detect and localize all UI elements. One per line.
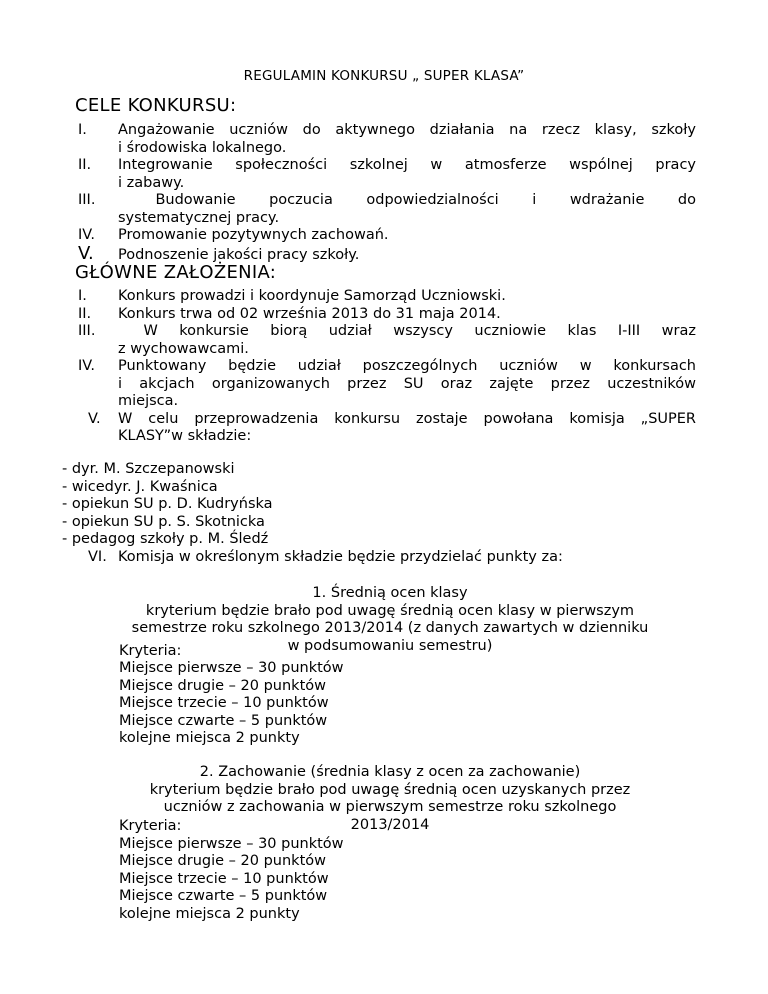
item-text: KLASY”w składzie: [118, 428, 252, 444]
list-item [78, 227, 696, 245]
criterion-title: 2. Zachowanie (średnia klasy z ocen za zachowanie) [199, 764, 581, 780]
item-number: II. [78, 157, 92, 173]
item-number: IV. [78, 227, 95, 243]
section-heading-zalozenia: GŁÓWNE ZAŁOŻENIA: [75, 262, 277, 283]
list-item [78, 306, 696, 324]
criterion-1-scoring: Kryteria: Miejsce pierwsze – 30 punktów Miejsce drugie – 20 punktów Miejsce trzecie – 10 punktów Miejsce czwarte – 5 punktów kolejne miejsca 2 punkty [119, 642, 344, 746]
list-item [78, 157, 696, 192]
document-title: REGULAMIN KONKURSU „ SUPER KLASA” [243, 68, 525, 84]
item-text: Budowanie poczucia odpowiedzialności i wdrażanie do [155, 192, 696, 208]
item-number: I. [78, 122, 87, 138]
list-item [78, 358, 696, 411]
list-item: - opiekun SU p. S. Skotnicka [62, 513, 265, 530]
item-number: V. [78, 242, 94, 264]
item-text: systematycznej pracy. [118, 209, 280, 226]
commission-members [62, 461, 273, 549]
item-text: Punktowany będzie udział poszczególnych uczniów w konkursach [118, 358, 696, 374]
item-text: i środowiska lokalnego. [118, 139, 287, 156]
criterion-title: 1. Średnią ocen klasy [312, 585, 468, 601]
list-item: - dyr. M. Szczepanowski [62, 461, 235, 477]
item-text: Komisja w określonym składzie będzie przydzielać punkty za: [118, 549, 563, 565]
item-text: W konkursie biorą udział wszyscy uczniowie klas I-III wraz [143, 323, 696, 339]
list-item: - wicedyr. J. Kwaśnica [62, 478, 218, 495]
item-number: VI. [88, 549, 107, 565]
list-item: - opiekun SU p. D. Kudryńska [62, 496, 273, 512]
item-text: Konkurs trwa od 02 września 2013 do 31 maja 2014. [118, 305, 501, 322]
item-text: Promowanie pozytywnych zachowań. [118, 227, 389, 243]
list-item [78, 192, 696, 227]
list-item [78, 549, 696, 567]
section-heading-cele: CELE KONKURSU: [75, 95, 237, 116]
list-item [78, 411, 696, 446]
zalozenia-list-cont [78, 549, 696, 567]
item-text: i akcjach organizowanych przez SU oraz zajęte przez uczestników [118, 375, 696, 392]
item-number: II. [78, 305, 92, 322]
item-text: miejsca. [118, 393, 179, 409]
item-text: Podnoszenie jakości pracy szkoły. [118, 246, 360, 263]
list-item [78, 323, 696, 358]
list-item: - pedagog szkoły p. M. Śledź [62, 531, 269, 547]
criterion-1-description: 1. Średnią ocen klasy kryterium będzie brało pod uwagę średnią ocen klasy w pierwszym semestrze roku szkolnego 2013/2014 (z danych zawartych w dzienniku w podsumowaniu semestru) [110, 585, 670, 655]
zalozenia-list [78, 288, 696, 446]
criterion-2-description: 2. Zachowanie (średnia klasy z ocen za zachowanie) kryterium będzie brało pod uwagę średnią ocen uzyskanych przez uczniów z zachowania w pierwszym semestrze roku szkolnego 2013/2014 [110, 764, 670, 834]
item-number: III. [78, 323, 96, 339]
item-text: W celu przeprowadzenia konkursu zostaje powołana komisja „SUPER [118, 410, 696, 427]
item-text: z wychowawcami. [118, 340, 249, 357]
item-text: Konkurs prowadzi i koordynuje Samorząd Uczniowski. [118, 288, 506, 304]
item-number: V. [88, 410, 101, 427]
item-number: IV. [78, 358, 95, 374]
criterion-2-scoring: Kryteria: Miejsce pierwsze – 30 punktów Miejsce drugie – 20 punktów Miejsce trzecie – 10 punktów Miejsce czwarte – 5 punktów kolejne miejsca 2 punkty [119, 818, 344, 922]
item-text: Integrowanie społeczności szkolnej w atmosferze wspólnej pracy [118, 157, 696, 173]
list-item [78, 122, 696, 157]
list-item [78, 288, 696, 306]
cele-list [78, 122, 696, 264]
item-text: Angażowanie uczniów do aktywnego działania na rzecz klasy, szkoły [118, 122, 696, 138]
item-text: i zabawy. [118, 174, 185, 191]
item-number: I. [78, 288, 87, 304]
item-number: III. [78, 192, 96, 208]
